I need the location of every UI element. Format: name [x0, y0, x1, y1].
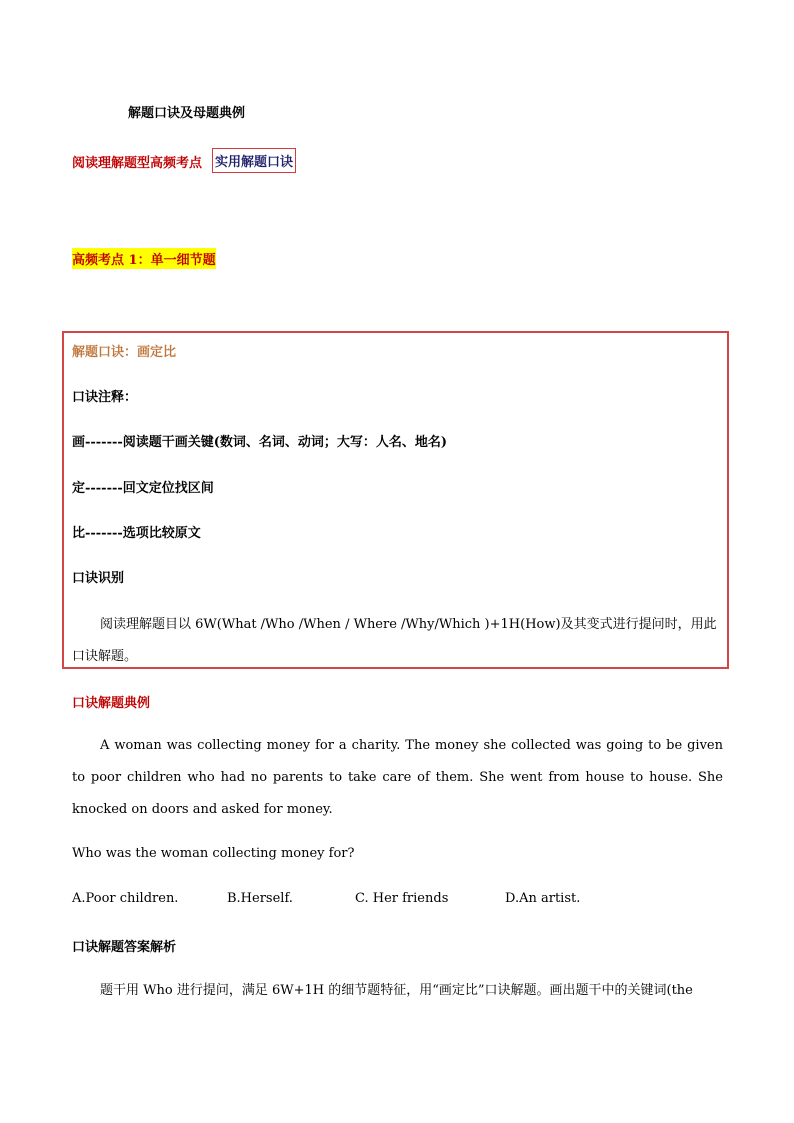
example-heading: 口诀解题典例	[72, 696, 151, 711]
option-c: C. Her friends	[355, 891, 449, 906]
note-line-2: 定-------回文定位找区间	[72, 481, 214, 496]
section-header: 阅读理解题型高频考点	[72, 156, 203, 171]
topic-heading: 高频考点 1：单一细节题	[72, 248, 216, 269]
analysis-text: 题干用 Who 进行提问，满足 6W+1H 的细节题特征，用“画定比”口诀解题。画出题干中的关键词(the	[100, 983, 693, 998]
example-passage: A woman was collecting money for a charity. The money she collected was going to be given to poor children who had no parents to take care of them. She went from house to house. She knocked on doors and asked for money.	[72, 738, 723, 817]
option-a: A.Poor children.	[72, 891, 179, 906]
boxed-label: 实用解题口诀	[212, 148, 296, 173]
note-line-3: 比-------选项比较原文	[72, 526, 201, 541]
note-line-1: 画-------阅读题干画关键(数词、名词、动词；大写：人名、地名)	[72, 435, 448, 450]
page-title: 解题口诀及母题典例	[128, 106, 246, 121]
analysis-heading: 口诀解题答案解析	[72, 940, 177, 955]
option-d: D.An artist.	[505, 891, 581, 906]
mnemonic-title: 解题口诀：画定比	[72, 345, 177, 360]
notes-label: 口诀注释：	[72, 390, 138, 405]
example-question: Who was the woman collecting money for?	[72, 846, 355, 861]
identify-body: 阅读理解题目以 6W(What /Who /When / Where /Why/Which )+1H(How)及其变式进行提问时，用此口诀解题。	[72, 617, 717, 664]
identify-label: 口诀识别	[72, 571, 125, 586]
option-b: B.Herself.	[227, 891, 293, 906]
